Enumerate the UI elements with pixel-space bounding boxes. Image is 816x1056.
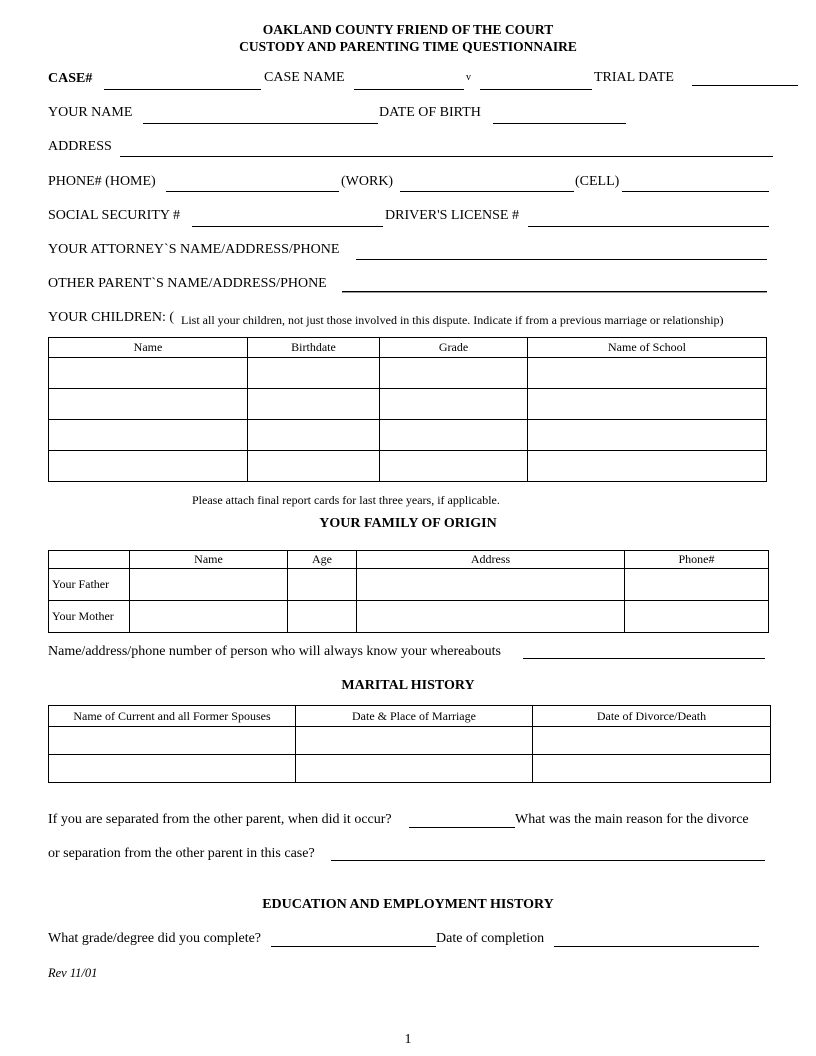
table-row	[49, 727, 771, 755]
case-number-label: CASE#	[48, 71, 93, 86]
table-cell[interactable]	[528, 451, 767, 482]
dob-field[interactable]	[493, 123, 626, 124]
table-cell[interactable]	[533, 727, 771, 755]
family-origin-table	[48, 550, 769, 633]
father-row-label: Your Father	[49, 569, 130, 601]
trial-date-field[interactable]	[692, 85, 798, 86]
table-cell[interactable]	[380, 420, 528, 451]
form-title: OAKLAND COUNTY FRIEND OF THE COURT	[262, 22, 554, 37]
versus-label: v	[466, 72, 471, 83]
attorney-field[interactable]	[356, 259, 767, 260]
table-cell[interactable]	[288, 569, 357, 601]
case-number-field[interactable]	[104, 89, 261, 90]
table-cell[interactable]	[625, 569, 769, 601]
whereabouts-field[interactable]	[523, 658, 765, 659]
mother-row-label: Your Mother	[49, 601, 130, 633]
table-cell[interactable]	[288, 601, 357, 633]
table-row	[49, 601, 769, 633]
table-cell[interactable]	[533, 755, 771, 783]
ssn-field[interactable]	[192, 226, 383, 227]
trial-date-label: TRIAL DATE	[594, 70, 674, 85]
marital-history-title: MARITAL HISTORY	[341, 678, 475, 693]
children-col-name: Name	[49, 338, 248, 358]
table-cell[interactable]	[357, 569, 625, 601]
family-col-blank	[49, 551, 130, 569]
phone-work-field[interactable]	[400, 191, 574, 192]
children-col-school: Name of School	[528, 338, 767, 358]
attorney-label: YOUR ATTORNEY`S NAME/ADDRESS/PHONE	[48, 242, 340, 257]
table-cell[interactable]	[49, 358, 248, 389]
table-row	[49, 358, 767, 389]
table-row	[49, 755, 771, 783]
your-name-label: YOUR NAME	[48, 105, 133, 120]
table-cell[interactable]	[248, 358, 380, 389]
case-name-defendant-field[interactable]	[480, 89, 592, 90]
table-cell[interactable]	[130, 601, 288, 633]
children-table	[48, 337, 767, 482]
address-label: ADDRESS	[48, 139, 112, 154]
family-col-address: Address	[357, 551, 625, 569]
family-col-name: Name	[130, 551, 288, 569]
children-note: List all your children, not just those involved in this dispute. Indicate if from a previous marriage or relationship)	[181, 313, 724, 327]
report-card-note: Please attach final report cards for last three years, if applicable.	[192, 493, 500, 507]
table-cell[interactable]	[49, 389, 248, 420]
table-cell[interactable]	[296, 727, 533, 755]
divorce-reason-field[interactable]	[331, 860, 765, 861]
table-cell[interactable]	[625, 601, 769, 633]
table-cell[interactable]	[130, 569, 288, 601]
table-cell[interactable]	[528, 358, 767, 389]
table-cell[interactable]	[357, 601, 625, 633]
family-col-age: Age	[288, 551, 357, 569]
grade-degree-label: What grade/degree did you complete?	[48, 931, 262, 946]
drivers-license-field[interactable]	[528, 226, 769, 227]
separation-date-field[interactable]	[409, 827, 515, 828]
whereabouts-label: Name/address/phone number of person who will always know your whereabouts	[48, 644, 501, 659]
table-cell[interactable]	[528, 389, 767, 420]
phone-home-field[interactable]	[166, 191, 339, 192]
case-name-plaintiff-field[interactable]	[354, 89, 464, 90]
table-row	[49, 389, 767, 420]
completion-date-label: Date of completion	[436, 931, 545, 946]
divorce-reason-question-cont: or separation from the other parent in this case?	[48, 846, 315, 861]
revision-label: Rev 11/01	[48, 966, 98, 980]
marital-col-divorce: Date of Divorce/Death	[533, 706, 771, 727]
table-cell[interactable]	[49, 451, 248, 482]
table-cell[interactable]	[49, 420, 248, 451]
marital-col-marriage: Date & Place of Marriage	[296, 706, 533, 727]
table-cell[interactable]	[49, 755, 296, 783]
other-parent-label: OTHER PARENT`S NAME/ADDRESS/PHONE	[48, 276, 327, 291]
drivers-license-label: DRIVER'S LICENSE #	[385, 208, 519, 223]
children-col-birthdate: Birthdate	[248, 338, 380, 358]
divorce-reason-question: What was the main reason for the divorce	[515, 812, 749, 827]
other-parent-shadow-line	[342, 292, 767, 293]
address-field[interactable]	[120, 156, 773, 157]
education-employment-title: EDUCATION AND EMPLOYMENT HISTORY	[262, 897, 554, 912]
marital-history-table	[48, 705, 771, 783]
table-cell[interactable]	[296, 755, 533, 783]
grade-degree-field[interactable]	[271, 946, 436, 947]
table-row	[49, 451, 767, 482]
table-row	[49, 569, 769, 601]
separation-question: If you are separated from the other parent, when did it occur?	[48, 812, 392, 827]
table-cell[interactable]	[248, 451, 380, 482]
table-cell[interactable]	[248, 389, 380, 420]
marital-col-spouses: Name of Current and all Former Spouses	[49, 706, 296, 727]
table-cell[interactable]	[380, 451, 528, 482]
table-cell[interactable]	[380, 358, 528, 389]
ssn-label: SOCIAL SECURITY #	[48, 208, 180, 223]
your-name-field[interactable]	[143, 123, 378, 124]
case-name-label: CASE NAME	[264, 70, 345, 85]
table-cell[interactable]	[49, 727, 296, 755]
children-label: YOUR CHILDREN: (	[48, 310, 174, 325]
dob-label: DATE OF BIRTH	[379, 105, 481, 120]
table-row	[49, 420, 767, 451]
phone-cell-label: (CELL)	[575, 174, 620, 189]
table-cell[interactable]	[248, 420, 380, 451]
form-subtitle: CUSTODY AND PARENTING TIME QUESTIONNAIRE	[239, 39, 577, 54]
phone-cell-field[interactable]	[622, 191, 769, 192]
page-number: 1	[404, 1032, 412, 1047]
family-origin-title: YOUR FAMILY OF ORIGIN	[319, 516, 497, 531]
phone-work-label: (WORK)	[341, 174, 394, 189]
completion-date-field[interactable]	[554, 946, 759, 947]
table-cell[interactable]	[528, 420, 767, 451]
phone-home-label: PHONE# (HOME)	[48, 174, 156, 189]
family-col-phone: Phone#	[625, 551, 769, 569]
table-cell[interactable]	[380, 389, 528, 420]
children-col-grade: Grade	[380, 338, 528, 358]
